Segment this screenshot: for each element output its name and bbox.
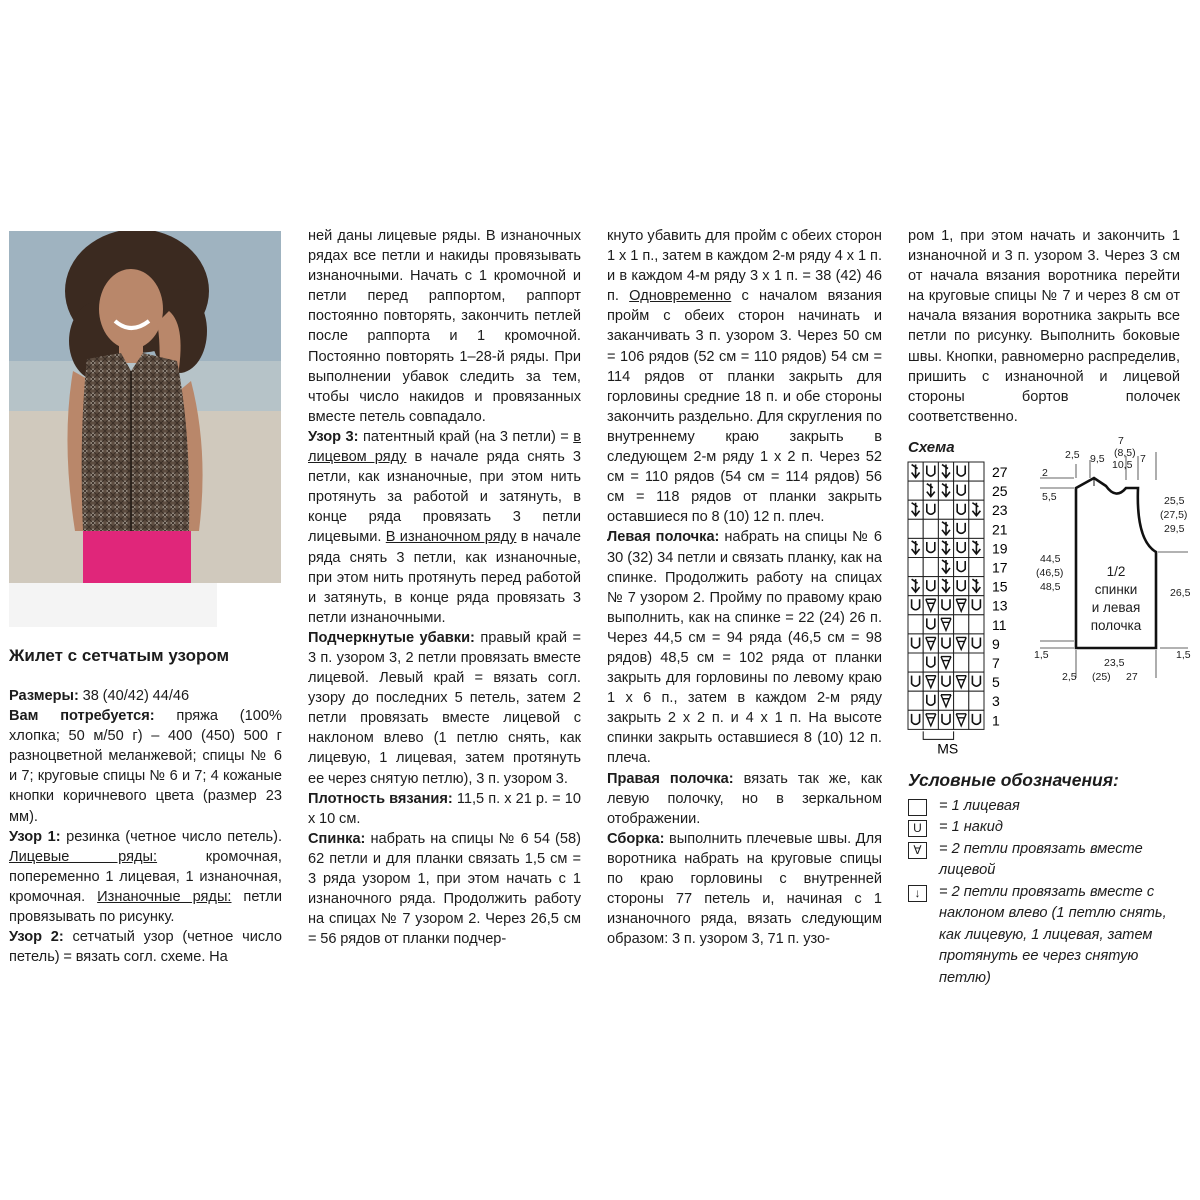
paragraph-text: кнуто убавить для пройм с обеих сторон 1 х 1 п., затем в каждом 2-м ряду 4 х 1 п. и в каждом 4-м ряду 3 х 1 п. = 38 (42) 46 п. (607, 228, 882, 305)
chart-cell (908, 596, 923, 615)
chart-cell (908, 691, 923, 710)
chart-cell (908, 615, 923, 634)
chart-row-number: 23 (992, 502, 1008, 519)
legend-text: = 1 накид (939, 819, 1003, 835)
chart-cell (908, 634, 923, 653)
dim-bottom-3: 27 (1126, 671, 1138, 683)
paragraph-heading: Левая полочка: (607, 529, 720, 546)
paragraph-text: пряжа (100% хлопка; 50 м/50 г) – 400 (450) 500 г разноцветной меланжевой; спицы № 6 и 7; круговые спицы № 6 и 7; 4 кожаные кнопки коричневого цвета (размер 23 мм). (9, 708, 282, 825)
chart-cell (938, 672, 953, 691)
text-column-2 (308, 226, 581, 949)
chart-cell (908, 653, 923, 672)
col3-paragraph (607, 226, 882, 527)
col1-paragraph (9, 927, 282, 967)
col1-paragraph (9, 827, 282, 927)
col3-paragraph (607, 829, 882, 950)
chart-cell (923, 691, 938, 710)
photo-margin (9, 583, 217, 627)
chart-cell (923, 653, 938, 672)
legend-item (908, 817, 1180, 839)
chart-row-number: 25 (992, 483, 1008, 500)
paragraph-text: ней даны лицевые ряды. В изнаночных рядах все петли и накиды провязывать изнаночными. Начать с 1 кромочной и петли перед раппортом, раппорт постоянно повторять, закончить петлей после раппорта и 1 кромочной. Постоянно повторять 1–28-й ряды. При выполнении убавок следить за тем, чтобы число накидов и провязанных вместе петель совпадало. (308, 228, 581, 425)
paragraph-text: с началом вязания пройм с обеих сторон начинать и заканчивать 3 п. узором 3. Через 50 см = 106 рядов (52 см = 110 рядов) 54 см = 114 рядов от планки закрыть для горловины средние 18 п. и обе стороны закончить раздельно. Для скругления по внутреннему краю закрыть в следующем 2-м ряду 1 х 2 п. Через 52 см = 110 рядов (54 см = 114 рядов) 56 см = 118 рядов от планки закрыть оставшиеся по 8 (10) 12 п. плеч. (607, 288, 882, 526)
paragraph-text: 11,5 п. х 21 р. = 10 х 10 см. (308, 790, 581, 827)
garment-schematic (1028, 436, 1200, 686)
chart-cell (969, 710, 984, 729)
col4-paragraph (908, 226, 1180, 427)
model-photo (9, 231, 281, 583)
legend (908, 770, 1180, 989)
paragraph-heading: Плотность вязания: (308, 790, 453, 807)
col2-paragraph (308, 789, 581, 829)
chart-cell (969, 672, 984, 691)
legend-text: = 1 лицевая (939, 797, 1020, 814)
chart-row-number: 15 (992, 578, 1008, 595)
paragraph-heading: Сборка: (607, 830, 665, 847)
chart-cell (954, 500, 969, 519)
dim-top-4: (8,5) (1114, 447, 1136, 459)
chart-cell (954, 615, 969, 634)
repeat-bracket (923, 731, 953, 739)
chart-cell (923, 538, 938, 557)
paragraph-heading: Вам потребуется: (9, 708, 155, 725)
legend-text: = 2 петли провязать вместе лицевой (939, 840, 1143, 878)
col2-paragraph (308, 226, 581, 427)
chart-cell (908, 519, 923, 538)
chart-cell (908, 558, 923, 577)
legend-item (908, 839, 1180, 882)
chart-cell (954, 691, 969, 710)
legend-title: Условные обозначения: (908, 770, 1119, 790)
paragraph-text: в начале ряда снять 3 петли, как изнаночные, при этом нить протянуть перед работой и затянуть, в конце ряда провязать 3 петли изнаночными. (308, 529, 582, 626)
chart-cell (923, 577, 938, 596)
legend-item (908, 882, 1180, 990)
chart-cell (954, 653, 969, 672)
legend-text: = 2 петли провязать вместе с наклоном влево (1 петлю снять, как лицевую, 1 лицевая, затем протянуть ее через снятую петлю) (939, 883, 1167, 986)
chart-cell (954, 558, 969, 577)
paragraph-text: набрать на спицы № 6 30 (32) 34 петли и связать планку, как на спинке. Продолжить работу на спицах № 7 узором 2. Пройму по правому краю выполнить, как на спинке = 22 (24) 26 п. Через 44,5 см = 94 ряда (46,5 см = 98 рядов) 48,5 см = 102 ряда от планки закрыть для горловины по левому краю 1 х 6 п., затем в каждом 2-м ряду закрыть 2 х 2 п. и 4 х 1 п. На высоте спинки закрыть оставшиеся 8 (10) 12 п. плеча. (607, 529, 882, 767)
paragraph-text: патентный край (на 3 петли) = (358, 428, 574, 445)
chart-cell (923, 500, 938, 519)
paragraph-text: в начале ряда снять 3 петли, как изнаночные, при этом нить протянуть за работой и затянуть, в конце ряда провязать 3 петли лицевыми. (308, 449, 581, 546)
paragraph-text: правый край = 3 п. узором 3, 2 петли провязать вместе лицевой. Левый край = вязать согл. узору до последних 5 петель, затем 2 петли провязать вместе лицевой с наклоном влево (1 петлю снять, как лицевую, 1 лицевая, затем протянуть ее через снятую петлю), 3 п. узором 3. (308, 629, 581, 787)
scheme-title: Схема (908, 439, 955, 456)
paragraph-heading: Узор 1: (9, 828, 61, 845)
article-title: Жилет с сетчатым узором (9, 646, 230, 665)
schematic-label-4: полочка (1090, 618, 1142, 633)
dim-right-top-1: 25,5 (1164, 495, 1185, 507)
chart-row-number: 3 (992, 693, 1000, 710)
chart-cell (954, 481, 969, 500)
chart-cell (923, 558, 938, 577)
paragraph-text: В изнаночном ряду (385, 529, 517, 546)
paragraph-text: резинка (четное число петель). (60, 828, 282, 845)
paragraph-text: 38 (40/42) 44/46 (78, 688, 190, 704)
paragraph-text: Одновременно (629, 288, 732, 305)
chart-cell (969, 462, 984, 481)
dim-top-6: 7 (1140, 453, 1146, 465)
text-column-1 (9, 686, 282, 967)
chart-cell (923, 615, 938, 634)
schematic-label-1: 1/2 (1106, 564, 1126, 579)
chart-row-number: 1 (992, 712, 1000, 729)
col3-paragraph (607, 769, 882, 829)
yarn-over-symbol: U (908, 820, 927, 837)
knit-symbol (908, 799, 927, 816)
dim-left-mid-1: 44,5 (1040, 553, 1061, 565)
chart-cell (969, 653, 984, 672)
dim-right-top-3: 29,5 (1164, 523, 1185, 535)
dim-right-top-2: (27,5) (1160, 509, 1188, 521)
paragraph-text: в лицевом ряду (308, 428, 581, 466)
chart-cell (938, 596, 953, 615)
dim-left-top-1: 2 (1042, 467, 1048, 479)
chart-cell (923, 462, 938, 481)
chart-row-number: 27 (992, 464, 1008, 480)
chart-row-number: 11 (992, 616, 1007, 633)
paragraph-text: набрать на спицы № 6 54 (58) 62 петли и для планки связать 1,5 см = 3 ряда узором 1, при этом начать с 1 изнаночного ряда. Продолжить работу на спицах № 7 узором 2. Через 26,5 см = 56 рядов от планки подчер- (308, 830, 581, 948)
chart-cell (969, 691, 984, 710)
paragraph-text: ром 1, при этом начать и закончить 1 изнаночной и 3 п. узором 3. Через 3 см от начала вязания воротника перейти на круговые спицы № 7 и через 8 см от начала вязания воротника закрыть все петли по рисунку. Выполнить боковые швы. Кнопки, равномерно распределив, пришить с изнаночной и лицевой стороны бортов полочек соответственно. (908, 228, 1180, 425)
col2-paragraph (308, 829, 581, 950)
schematic-label-2: спинки (1094, 582, 1138, 597)
paragraph-text: кромочная, попеременно 1 лицевая, 1 изнаночная, кромочная. (9, 848, 282, 905)
chart-cell (969, 596, 984, 615)
k2tog-symbol: ∀ (908, 842, 927, 859)
chart-cell (938, 710, 953, 729)
paragraph-heading: Узор 2: (9, 929, 64, 946)
text-column-3 (607, 226, 882, 949)
chart-row-number: 21 (992, 521, 1008, 538)
chart-cell (908, 672, 923, 691)
col1-paragraph (9, 706, 282, 827)
paragraph-text: Изнаночные ряды: (97, 888, 232, 905)
col2-paragraph (308, 427, 581, 628)
dim-left-bottom-2: 2,5 (1062, 671, 1077, 683)
col3-paragraph (607, 527, 882, 768)
dim-top-5: 10,5 (1112, 459, 1133, 471)
text-column-4 (908, 226, 1180, 427)
dim-right-mid: 26,5 (1170, 587, 1191, 599)
legend-items (908, 796, 1180, 990)
paragraph-text: петли провязывать по рисунку. (9, 888, 282, 926)
col1-paragraph (9, 686, 282, 706)
legend-item (908, 796, 1180, 818)
dim-bottom-2: (25) (1092, 671, 1111, 683)
chart-cell (969, 634, 984, 653)
chart-cell (954, 519, 969, 538)
chart-row-number: 7 (992, 655, 1000, 671)
dim-bottom-1: 23,5 (1104, 657, 1125, 669)
paragraph-text: выполнить плечевые швы. Для воротника набрать на круговые спицы по краю горловины с внутренней стороны 77 петель и, начиная с 1 изнаночного ряда, вязать следующим образом: 3 п. узором 3, 71 п. узо- (607, 830, 882, 948)
paragraph-heading: Правая полочка: (607, 770, 734, 787)
paragraph-heading: Узор 3: (308, 428, 359, 445)
decrease-left-symbol: ↓ (908, 885, 927, 902)
chart-cell (908, 710, 923, 729)
chart-cell (908, 481, 923, 500)
dim-top-3: 7 (1118, 436, 1124, 447)
chart-cell (938, 500, 953, 519)
chart-cell (923, 519, 938, 538)
chart-cell (969, 519, 984, 538)
dim-right-bottom: 1,5 (1176, 649, 1191, 661)
paragraph-heading: Спинка: (308, 830, 366, 847)
chart-row-number: 13 (992, 597, 1008, 614)
chart-row-number: 19 (992, 540, 1008, 557)
dim-left-mid-2: (46,5) (1036, 567, 1064, 579)
chart-cell (969, 481, 984, 500)
chart-cell (954, 577, 969, 596)
chart-row-number: 9 (992, 635, 1000, 652)
schematic-label-3: и левая (1091, 600, 1141, 615)
dim-left-top-2: 5,5 (1042, 491, 1057, 503)
paragraph-heading: Размеры: (9, 688, 79, 704)
chart-row-number: 17 (992, 559, 1008, 576)
dim-top-2: 9,5 (1090, 453, 1105, 465)
model-illustration (9, 231, 281, 583)
paragraph-heading: Подчеркнутые убавки: (308, 629, 475, 646)
chart-cell (969, 558, 984, 577)
chart-cell (969, 615, 984, 634)
chart-cell (954, 538, 969, 557)
repeat-label: MS (937, 740, 959, 757)
dim-left-bottom-1: 1,5 (1034, 649, 1049, 661)
dim-left-mid-3: 48,5 (1040, 581, 1061, 593)
col2-paragraph (308, 628, 581, 789)
dim-top-1: 2,5 (1065, 449, 1080, 461)
paragraph-text: сетчатый узор (четное число петель) = вязать согл. схеме. На (9, 929, 282, 966)
chart-row-number: 5 (992, 674, 1000, 691)
stitch-chart (906, 458, 1024, 758)
chart-cell (954, 462, 969, 481)
paragraph-text: вязать так же, как левую полочку, но в зеркальном отображении. (607, 770, 882, 827)
chart-cell (938, 634, 953, 653)
paragraph-text: Лицевые ряды: (9, 848, 158, 865)
